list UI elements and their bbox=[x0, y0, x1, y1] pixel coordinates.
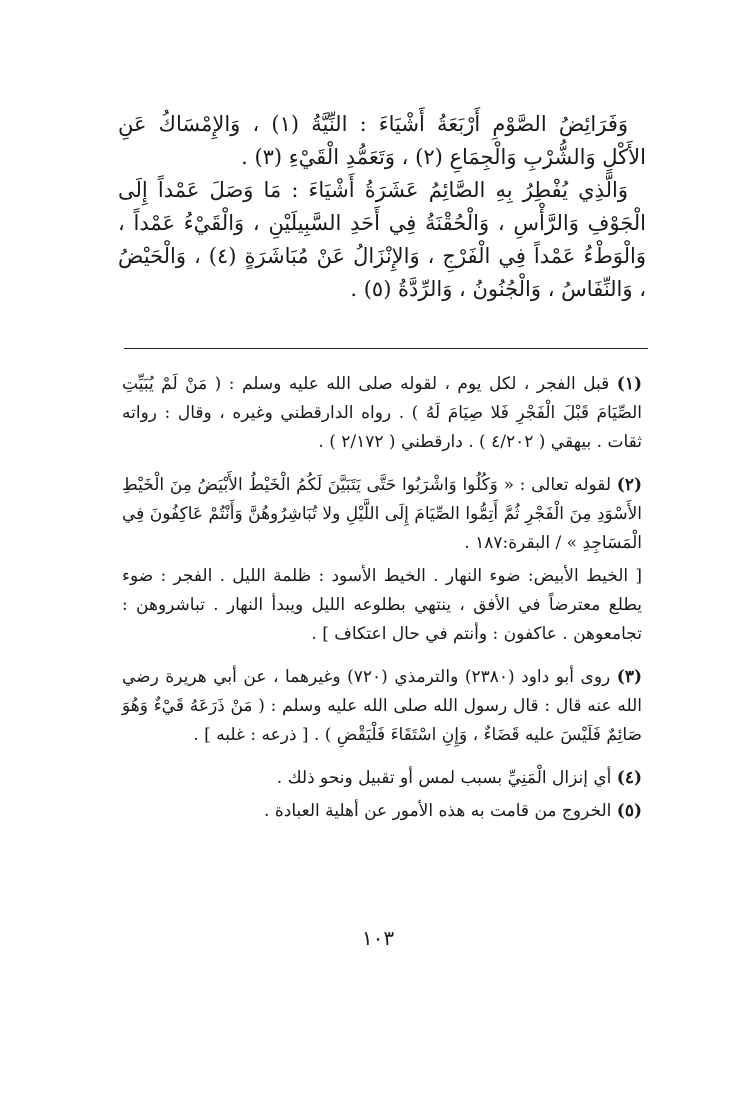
footnote-1-text: قبل الفجر ، لكل يوم ، لقوله صلى الله عليه وسلم : ( مَنْ لَمْ يُبَيِّتِ الصِّيَامَ قَبْلَ الْفَجْرِ فَلا صِيَامَ لَهُ ) . رواه الدارقطني وغيره ، وقال : رواته ثقات . بيهقي ( ٤/٢٠٢ ) . دارقطني ( ٢/١٧٢ ) . bbox=[122, 374, 642, 452]
footnote-5 bbox=[122, 797, 642, 826]
footnote-2-text: لقوله تعالى : « وَكُلُوا وَاشْرَبُوا حَتَّى يَتَبَيَّنَ لَكُمُ الْخَيْطُ الأَبْيَضُ مِنَ الْخَيْطِ الأَسْوَدِ مِنَ الْفَجْرِ ثُمَّ أَتِمُّوا الصِّيَامَ إِلَى اللَّيْلِ ولا تُبَاشِرُوهُنَّ وَأَنْتُمْ عَاكِفُونَ فِي الْمَسَاجِدِ » / البقرة:١٨٧ . bbox=[122, 475, 642, 553]
footnote-1-number: (١) bbox=[616, 374, 643, 394]
footnote-divider bbox=[124, 348, 648, 349]
footnote-4 bbox=[122, 764, 642, 793]
footnote-2-number: (٢) bbox=[616, 475, 642, 495]
footnote-4-number: (٤) bbox=[616, 768, 642, 788]
footnote-4-text: أي إنزال الْمَنِيِّ بسبب لمس أو تقبيل ونحو ذلك . bbox=[276, 768, 612, 788]
footnote-5-text: الخروج من قامت به هذه الأمور عن أهلية العبادة . bbox=[264, 801, 612, 821]
paragraph-fasting-obligations: وَفَرَائِضُ الصَّوْمِ أَرْبَعَةُ أَشْيَاءَ : النِّيَّةُ (١) ، وَالإِمْسَاكُ عَنِ الأَكْلِ وَالشُّرْبِ وَالْجِمَاعِ (٢) ، وَتَعَمُّدِ الْقَيْءِ (٣) . bbox=[118, 112, 646, 169]
main-text bbox=[118, 108, 646, 306]
footnotes bbox=[122, 370, 642, 830]
footnote-2 bbox=[122, 471, 642, 558]
footnote-5-number: (٥) bbox=[616, 801, 642, 821]
footnote-2-gloss: [ الخيط الأبيض: ضوء النهار . الخيط الأسود : ظلمة الليل . الفجر : ضوء يطلع معترضاً في الأفق ، ينتهي بطلوعه الليل ويبدأ النهار . تباشروهن : تجامعوهن . عاكفون : وأنتم في حال اعتكاف ] . bbox=[122, 566, 642, 644]
footnote-3-text: روى أبو داود (٢٣٨٠) والترمذي (٧٢٠) وغيرهما ، عن أبي هريرة رضي الله عنه قال : قال رسول الله صلى الله عليه وسلم : ( مَنْ ذَرَعَهُ قَيْءٌ وَهُوَ صَائِمٌ فَلَيْسَ عليه قَضَاءٌ ، وَإِنِ اسْتَقَاءَ فَلْيَقْضِ ) . [ ذرعه : غلبه ] . bbox=[122, 667, 642, 745]
page-number: ١٠٣ bbox=[361, 926, 395, 950]
paragraph-fast-breakers: وَالَّذِي يُفْطِرُ بِهِ الصَّائِمُ عَشَرَةُ أَشْيَاءَ : مَا وَصَلَ عَمْداً إِلَى الْجَوْفِ وَالرَّأْسِ ، وَالْحُقْنَةُ فِي أَحَدِ السَّبِيلَيْنِ ، وَالْقَيْءُ عَمْداً ، وَالْوَطْءُ عَمْداً فِي الْفَرْجِ ، وَالإِنْزَالُ عَنْ مُبَاشَرَةٍ (٤) ، وَالْحَيْضُ ، وَالنِّفَاسُ ، وَالْجُنُونُ ، وَالرِّدَّةُ (٥) . bbox=[118, 178, 646, 301]
footnote-3 bbox=[122, 663, 642, 750]
footnote-1 bbox=[122, 370, 642, 457]
footnote-3-number: (٣) bbox=[616, 667, 642, 687]
